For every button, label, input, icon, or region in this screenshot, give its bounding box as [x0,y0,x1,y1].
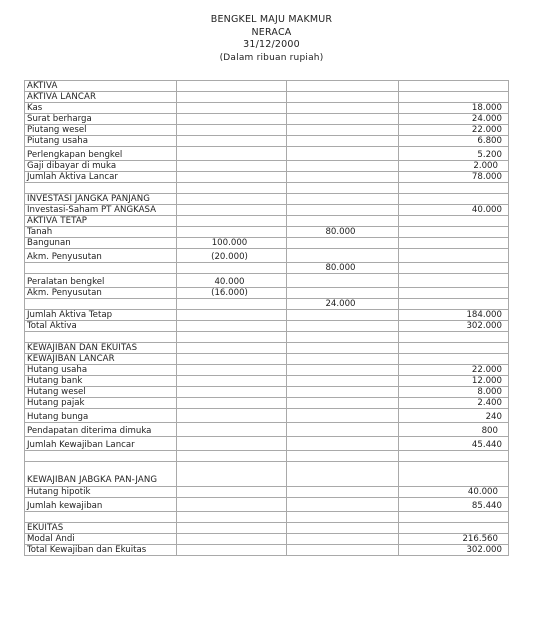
table-row [25,534,509,545]
label-text: Hutang bunga [27,412,89,422]
amount-cell [399,125,509,136]
net-value-cell [287,487,399,498]
net-value-cell [287,299,399,310]
label-text: Hutang usaha [27,365,88,375]
net-value-cell [287,332,399,343]
amount-cell [399,423,509,437]
label-text: KEWAJIBAN JABGKA PAN-JANG [27,475,158,485]
label-text: INVESTASI JANGKA PANJANG [27,194,151,204]
amount-cell [399,172,509,183]
net-value-cell [287,205,399,216]
table-row [25,288,509,299]
net-value-cell [287,365,399,376]
amount-cell [399,409,509,423]
value-text: 100.000 [211,238,248,248]
subtotal-cell [177,523,287,534]
table-row [25,523,509,534]
value-text: 2.400 [477,398,502,408]
subtotal-cell [177,183,287,194]
amount-cell [399,238,509,249]
table-row [25,172,509,183]
amount-cell [399,462,509,487]
table-row [25,398,509,409]
table-row [25,343,509,354]
row-label [25,343,177,354]
table-row [25,81,509,92]
row-label [25,81,177,92]
row-label [25,194,177,205]
value-text: 40.000 [464,487,502,498]
row-label [25,161,177,172]
label-text: Perlengkapan bengkel [27,150,123,160]
net-value-cell [287,136,399,147]
label-text: Kas [27,103,43,113]
amount-cell [399,310,509,321]
row-label [25,136,177,147]
subtotal-cell [177,487,287,498]
label-text: Jumlah Aktiva Tetap [27,310,113,320]
value-text: 22.000 [471,125,502,135]
subtotal-cell [177,114,287,125]
subtotal-cell [177,125,287,136]
amount-cell [399,227,509,238]
subtotal-cell [177,81,287,92]
subtotal-cell [177,136,287,147]
subtotal-cell [177,216,287,227]
subtotal-cell [177,321,287,332]
value-text: 8.000 [477,387,502,397]
amount-cell [399,81,509,92]
subtotal-cell [177,147,287,161]
amount-cell [399,365,509,376]
net-value-cell [287,161,399,172]
value-text: 240 [485,412,502,422]
subtotal-cell [177,545,287,556]
label-text: Peralatan bengkel [27,277,105,287]
subtotal-cell [177,534,287,545]
value-text: 24.000 [471,114,502,124]
balance-sheet-table [24,80,509,556]
value-text: 78.000 [471,172,502,182]
value-text: 302.000 [466,321,502,331]
table-row [25,321,509,332]
subtotal-cell [177,387,287,398]
value-text: 40.000 [471,205,502,215]
table-row [25,354,509,365]
amount-cell [399,545,509,556]
table-row [25,114,509,125]
row-label [25,354,177,365]
label-text: Jumlah kewajiban [27,501,103,511]
row-label [25,462,177,487]
row-label [25,423,177,437]
subtotal-cell [177,274,287,288]
label-text: AKTIVA TETAP [27,216,88,226]
net-value-cell [287,125,399,136]
amount-cell [399,288,509,299]
amount-cell [399,343,509,354]
subtotal-cell [177,423,287,437]
row-label [25,523,177,534]
amount-cell [399,437,509,451]
row-label [25,103,177,114]
label-text: Hutang hipotik [27,487,91,497]
row-label [25,545,177,556]
net-value-cell [287,216,399,227]
row-label [25,321,177,332]
row-label [25,451,177,462]
row-label [25,487,177,498]
value-text [494,299,502,310]
table-row [25,487,509,498]
table-row [25,227,509,238]
net-value-cell [287,310,399,321]
label-text: Hutang wesel [27,387,86,397]
table-row [25,423,509,437]
row-label [25,365,177,376]
subtotal-cell [177,299,287,310]
amount-cell [399,376,509,387]
label-text: Total Kewajiban dan Ekuitas [27,545,147,555]
amount-cell [399,398,509,409]
row-label [25,332,177,343]
table-row [25,545,509,556]
net-value-cell [287,194,399,205]
currency-unit: (Dalam ribuan rupiah) [219,52,324,63]
table-row [25,205,509,216]
table-row [25,238,509,249]
row-label [25,409,177,423]
amount-cell [399,387,509,398]
value-text: 302.000 [466,545,502,555]
label-text: Akm. Penyusutan [27,288,102,298]
subtotal-cell [177,451,287,462]
row-label [25,534,177,545]
label-text: Investasi-Saham PT ANGKASA [27,205,156,215]
value-text: 800 [478,426,502,437]
value-text: 18.000 [471,103,502,113]
row-label [25,512,177,523]
amount-cell [399,103,509,114]
label-text: Tanah [27,227,53,237]
row-label [25,227,177,238]
net-value-cell [287,172,399,183]
row-label [25,147,177,161]
amount-cell [399,249,509,263]
table-row [25,376,509,387]
label-text: Piutang usaha [27,136,88,146]
net-value-cell [287,545,399,556]
row-label [25,376,177,387]
subtotal-cell [177,263,287,274]
net-value-cell [287,103,399,114]
net-value-cell [287,451,399,462]
value-text: 6.800 [477,136,502,146]
table-row [25,451,509,462]
table-row [25,249,509,263]
amount-cell [399,534,509,545]
net-value-cell [287,354,399,365]
subtotal-cell [177,343,287,354]
amount-cell [399,332,509,343]
label-text: Jumlah Kewajiban Lancar [27,440,135,450]
subtotal-cell [177,194,287,205]
row-label [25,172,177,183]
row-label [25,310,177,321]
label-text: Total Aktiva [27,321,77,331]
amount-cell [399,183,509,194]
amount-cell [399,114,509,125]
table-row [25,216,509,227]
table-row [25,103,509,114]
net-value-cell [287,512,399,523]
value-text: (16.000) [207,288,252,299]
amount-cell [399,263,509,274]
value-text: 12.000 [471,376,502,386]
subtotal-cell [177,437,287,451]
net-value-cell [287,147,399,161]
net-value-cell [287,92,399,103]
table-row [25,147,509,161]
value-text: 216.560 [458,534,502,545]
subtotal-cell [177,238,287,249]
label-text: Piutang wesel [27,125,87,135]
value-text: 2.000 [469,161,502,172]
net-value-cell [287,409,399,423]
net-value-cell [287,81,399,92]
table-row [25,512,509,523]
table-row [25,332,509,343]
label-text: Hutang bank [27,376,83,386]
subtotal-cell [177,365,287,376]
amount-cell [399,136,509,147]
value-text: 80.000 [325,227,356,237]
net-value-cell [287,238,399,249]
row-label [25,216,177,227]
label-text: Surat berharga [27,114,92,124]
table-row [25,125,509,136]
label-text: Modal Andi [27,534,75,544]
value-text: 24.000 [321,299,359,310]
label-text: Pendapatan diterima dimuka [27,426,152,436]
net-value-cell [287,437,399,451]
subtotal-cell [177,288,287,299]
row-label [25,249,177,263]
table-row [25,365,509,376]
table-row [25,437,509,451]
row-label [25,238,177,249]
table-row [25,183,509,194]
net-value-cell [287,498,399,512]
subtotal-cell [177,332,287,343]
net-value-cell [287,398,399,409]
table-row [25,462,509,487]
subtotal-cell [177,498,287,512]
value-text: 5.200 [477,150,502,160]
subtotal-cell [177,462,287,487]
net-value-cell [287,249,399,263]
table-row [25,263,509,274]
row-label [25,274,177,288]
label-text: Gaji dibayar di muka [27,161,117,171]
balance-sheet [24,80,509,556]
amount-cell [399,512,509,523]
subtotal-cell [177,512,287,523]
statement-date: 31/12/2000 [243,39,300,50]
amount-cell [399,354,509,365]
table-row [25,136,509,147]
row-label [25,299,177,310]
row-label [25,498,177,512]
subtotal-cell [177,249,287,263]
statement-header [0,14,543,64]
net-value-cell [287,376,399,387]
company-name: BENGKEL MAJU MAKMUR [210,14,333,25]
subtotal-cell [177,103,287,114]
net-value-cell [287,274,399,288]
row-label [25,263,177,274]
value-text: (20.000) [207,252,252,263]
statement-title: NERACA [251,26,292,38]
amount-cell [399,498,509,512]
amount-cell [399,274,509,288]
row-label [25,92,177,103]
amount-cell [399,205,509,216]
subtotal-cell [177,161,287,172]
label-text: KEWAJIBAN DAN EKUITAS [27,343,138,353]
label-text: AKTIVA [27,81,58,91]
net-value-cell [287,343,399,354]
label-text: Jumlah Aktiva Lancar [27,172,118,182]
table-row [25,92,509,103]
label-text: EKUITAS [27,523,64,533]
net-value-cell [287,183,399,194]
subtotal-cell [177,310,287,321]
row-label [25,125,177,136]
row-label [25,183,177,194]
amount-cell [399,216,509,227]
table-row [25,387,509,398]
subtotal-cell [177,398,287,409]
amount-cell [399,161,509,172]
table-row [25,194,509,205]
net-value-cell [287,423,399,437]
net-value-cell [287,288,399,299]
row-label [25,387,177,398]
net-value-cell [287,321,399,332]
label-text: KEWAJIBAN LANCAR [27,354,115,364]
label-text: Bangunan [27,238,71,248]
label-text: AKTIVA LANCAR [27,92,97,102]
value-text: 40.000 [214,277,245,287]
net-value-cell [287,227,399,238]
subtotal-cell [177,354,287,365]
net-value-cell [287,387,399,398]
subtotal-cell [177,227,287,238]
subtotal-cell [177,205,287,216]
amount-cell [399,299,509,310]
value-text: 22.000 [471,365,502,375]
value-text: 80.000 [325,263,356,273]
net-value-cell [287,114,399,125]
table-row [25,274,509,288]
label-text: Hutang pajak [27,398,85,408]
subtotal-cell [177,409,287,423]
amount-cell [399,92,509,103]
amount-cell [399,451,509,462]
label-text: Akm. Penyusutan [27,252,102,262]
subtotal-cell [177,172,287,183]
amount-cell [399,147,509,161]
table-row [25,299,509,310]
table-row [25,409,509,423]
amount-cell [399,523,509,534]
row-label [25,205,177,216]
table-row [25,498,509,512]
row-label [25,437,177,451]
table-row [25,310,509,321]
amount-cell [399,487,509,498]
value-text: 45.440 [471,440,502,450]
subtotal-cell [177,376,287,387]
net-value-cell [287,534,399,545]
net-value-cell [287,523,399,534]
amount-cell [399,194,509,205]
table-row [25,161,509,172]
row-label [25,398,177,409]
amount-cell [399,321,509,332]
subtotal-cell [177,92,287,103]
row-label [25,114,177,125]
net-value-cell [287,263,399,274]
value-text: 184.000 [466,310,502,320]
value-text: 85.440 [471,501,502,511]
net-value-cell [287,462,399,487]
row-label [25,288,177,299]
